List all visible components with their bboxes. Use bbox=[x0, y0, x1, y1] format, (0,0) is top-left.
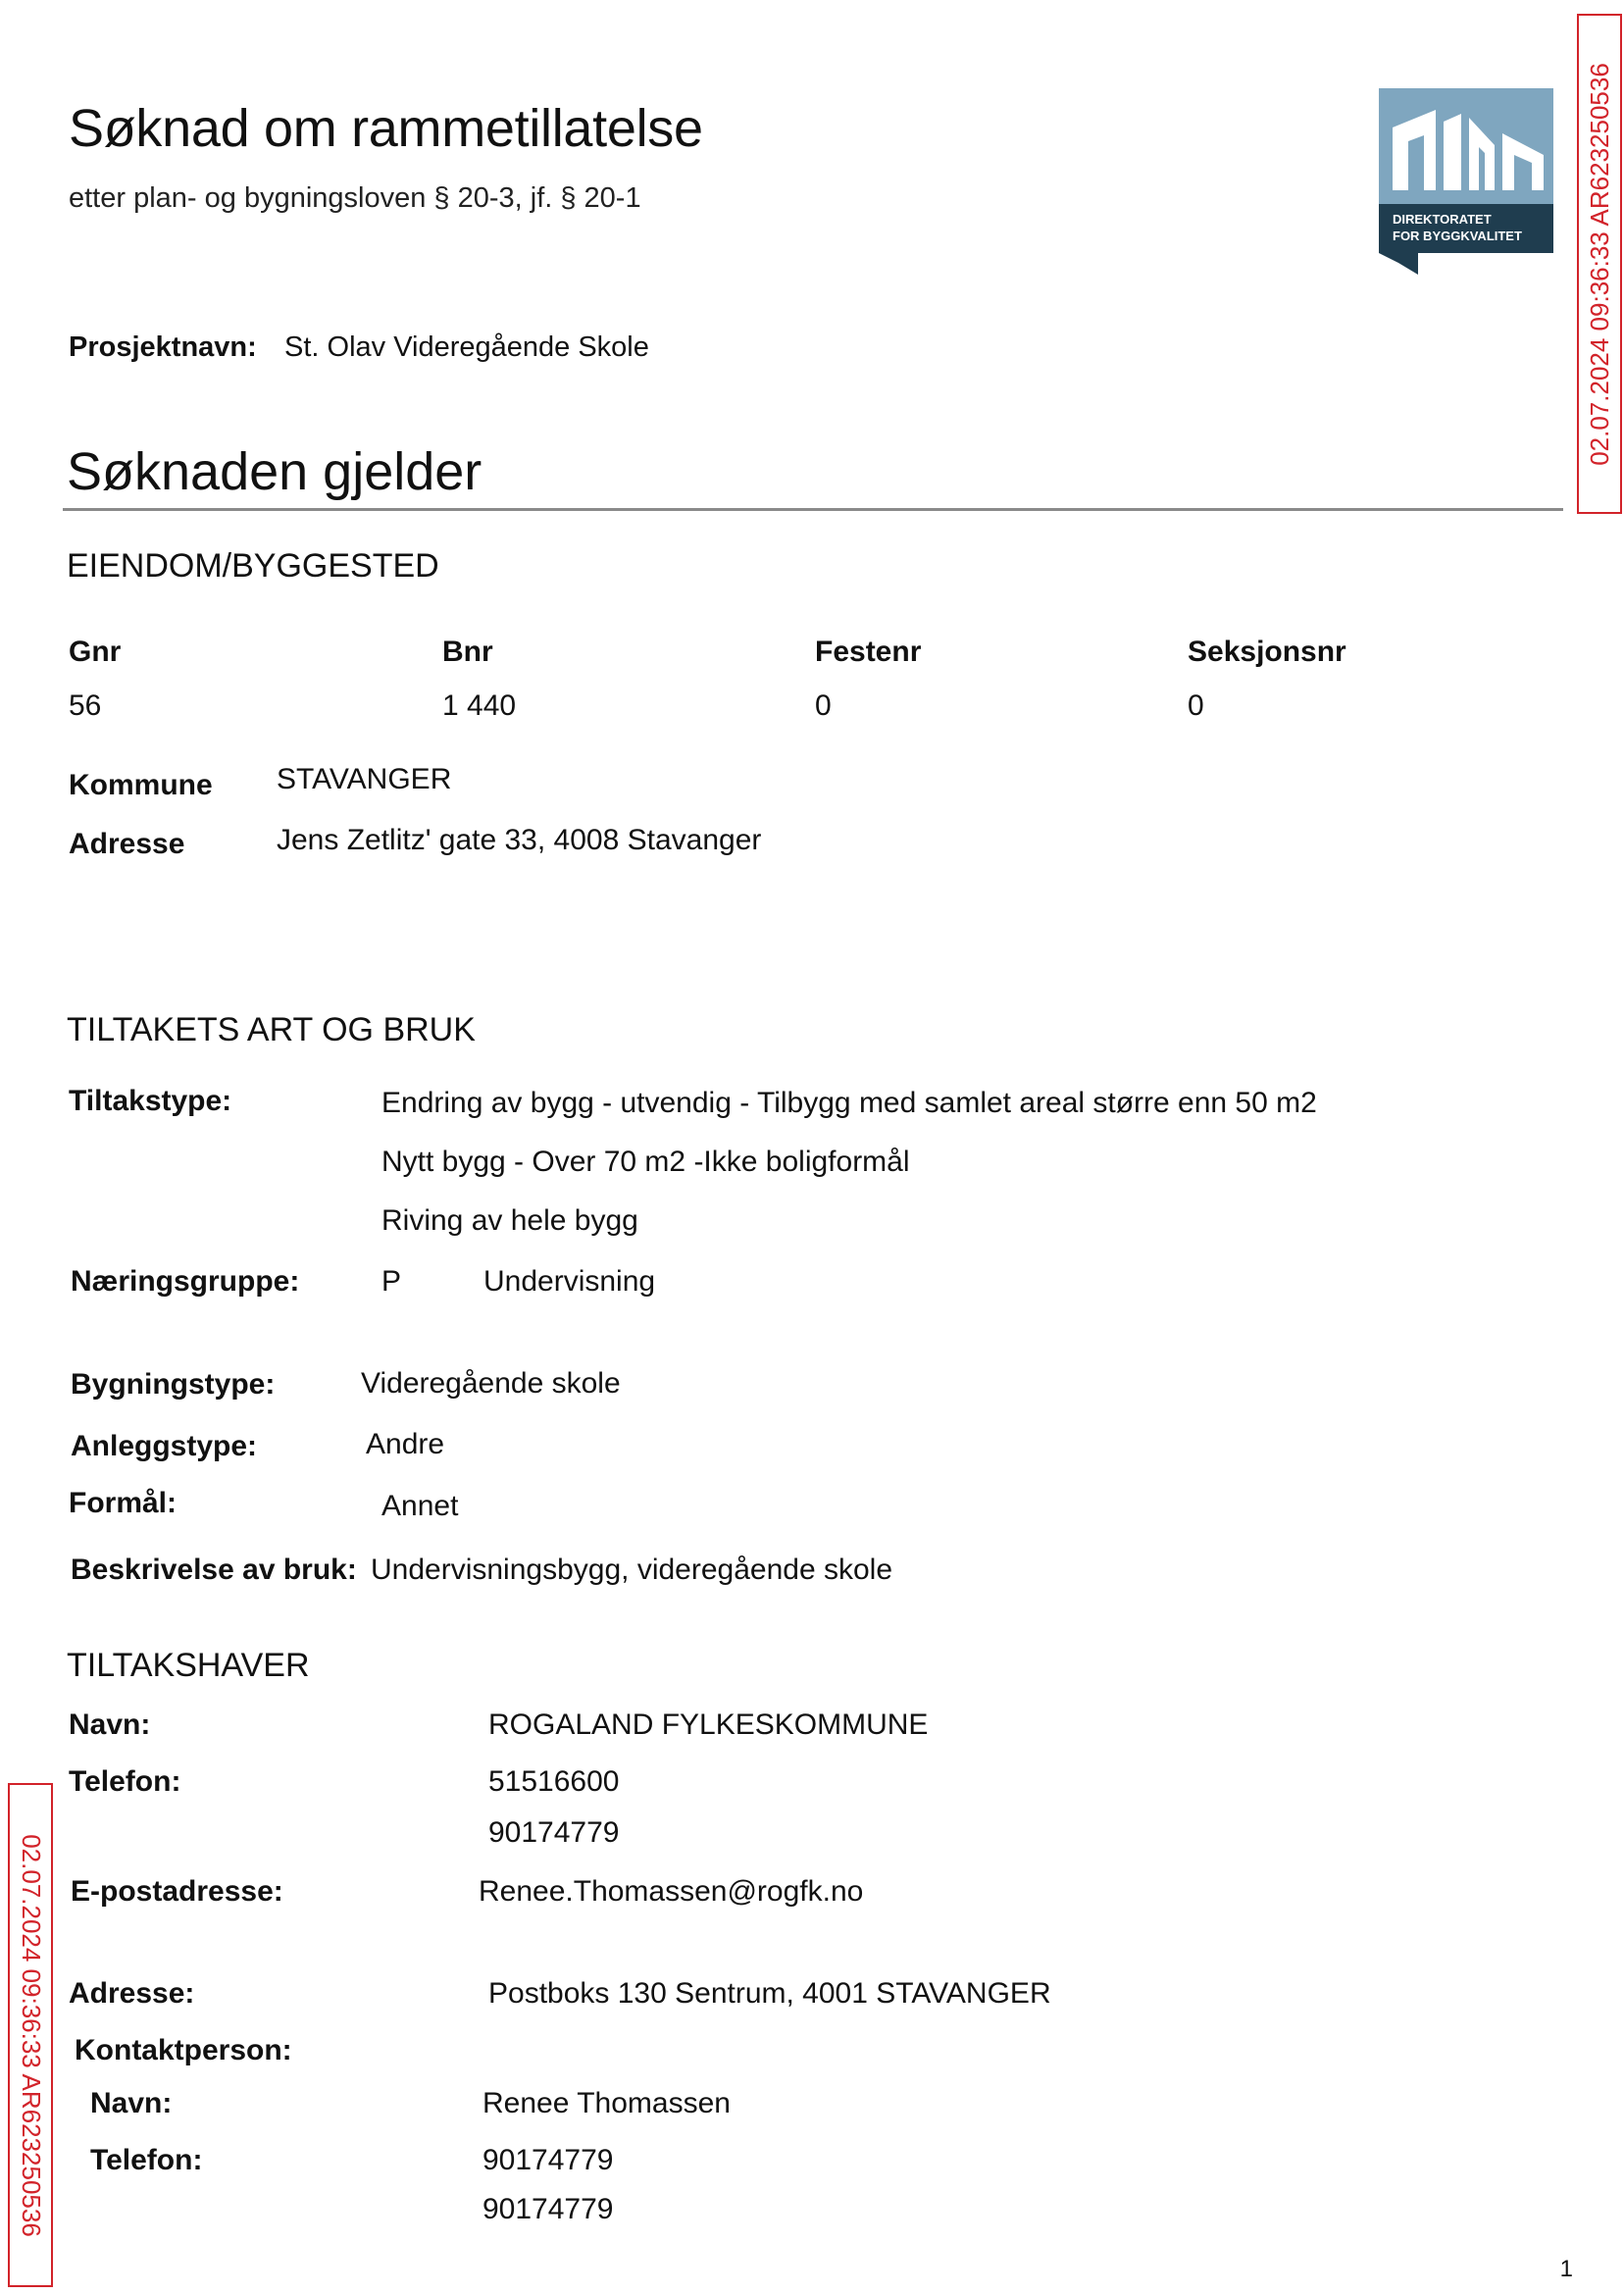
bygningstype-label: Bygningstype: bbox=[71, 1368, 276, 1401]
logo-text-2: FOR BYGGKVALITET bbox=[1393, 229, 1522, 243]
naeringsgruppe-label: Næringsgruppe: bbox=[71, 1265, 300, 1298]
document-subtitle: etter plan- og bygningsloven § 20-3, jf. § 20-1 bbox=[69, 182, 641, 214]
stamp-text: 02.07.2024 09:36:33 AR623250536 bbox=[16, 1833, 46, 2237]
tiltakstype-item: Nytt bygg - Over 70 m2 -Ikke boligformål bbox=[381, 1146, 910, 1178]
col-gnr-label: Gnr bbox=[69, 636, 122, 668]
col-bnr-label: Bnr bbox=[442, 636, 493, 668]
tiltakshaver-navn-label: Navn: bbox=[69, 1708, 151, 1741]
project-label: Prosjektnavn: bbox=[69, 331, 257, 363]
tiltakstype-item: Riving av hele bygg bbox=[381, 1204, 638, 1237]
festenr-value: 0 bbox=[815, 689, 832, 722]
tiltak-heading: TILTAKETS ART OG BRUK bbox=[67, 1011, 476, 1048]
tiltakshaver-adresse-value: Postboks 130 Sentrum, 4001 STAVANGER bbox=[488, 1977, 1051, 2010]
tiltakshaver-navn-value: ROGALAND FYLKESKOMMUNE bbox=[488, 1708, 929, 1741]
kontakt-telefon-value: 90174779 bbox=[482, 2144, 614, 2176]
logo-text-1: DIREKTORATET bbox=[1393, 212, 1492, 227]
tiltakstype-label: Tiltakstype: bbox=[69, 1085, 232, 1117]
kontakt-navn-value: Renee Thomassen bbox=[482, 2087, 731, 2119]
anleggstype-label: Anleggstype: bbox=[71, 1430, 258, 1462]
naeringsgruppe-code: P bbox=[381, 1265, 402, 1298]
gnr-value: 56 bbox=[69, 689, 102, 722]
stamp-text: 02.07.2024 09:36:33 AR623250536 bbox=[1584, 62, 1614, 466]
kontakt-navn-label: Navn: bbox=[90, 2087, 173, 2119]
seksjonsnr-value: 0 bbox=[1188, 689, 1204, 722]
epost-value: Renee.Thomassen@rogfk.no bbox=[479, 1875, 864, 1908]
tiltakshaver-telefon-value: 51516600 bbox=[488, 1765, 620, 1798]
tiltakshaver-adresse-label: Adresse: bbox=[69, 1977, 195, 2010]
dibk-logo-graphic bbox=[1379, 88, 1553, 275]
naeringsgruppe-value: Undervisning bbox=[483, 1265, 656, 1298]
formal-value: Annet bbox=[381, 1490, 459, 1522]
section-divider bbox=[63, 508, 1563, 511]
adresse-label: Adresse bbox=[69, 828, 185, 860]
adresse-value: Jens Zetlitz' gate 33, 4008 Stavanger bbox=[277, 824, 762, 856]
tiltakshaver-heading: TILTAKSHAVER bbox=[67, 1647, 310, 1684]
anleggstype-value: Andre bbox=[366, 1428, 445, 1460]
kommune-label: Kommune bbox=[69, 769, 213, 801]
received-stamp-bottom bbox=[8, 1783, 53, 2287]
epost-label: E-postadresse: bbox=[71, 1875, 283, 1908]
tiltakshaver-telefon-value: 90174779 bbox=[488, 1816, 620, 1849]
kontakt-telefon-label: Telefon: bbox=[90, 2144, 203, 2176]
kommune-value: STAVANGER bbox=[277, 763, 452, 795]
eiendom-heading: EIENDOM/BYGGESTED bbox=[67, 547, 439, 585]
formal-label: Formål: bbox=[69, 1487, 178, 1519]
bygningstype-value: Videregående skole bbox=[361, 1367, 621, 1400]
kontaktperson-label: Kontaktperson: bbox=[75, 2034, 292, 2066]
beskrivelse-label: Beskrivelse av bruk: bbox=[71, 1554, 357, 1586]
tiltakstype-item: Endring av bygg - utvendig - Tilbygg med samlet areal større enn 50 m2 bbox=[381, 1087, 1317, 1119]
col-festenr-label: Festenr bbox=[815, 636, 922, 668]
project-value: St. Olav Videregående Skole bbox=[284, 331, 649, 363]
received-stamp-top bbox=[1577, 14, 1622, 514]
document-title: Søknad om rammetillatelse bbox=[69, 99, 703, 158]
beskrivelse-value: Undervisningsbygg, videregående skole bbox=[371, 1554, 893, 1586]
col-seksjonsnr-label: Seksjonsnr bbox=[1188, 636, 1346, 668]
bnr-value: 1 440 bbox=[442, 689, 517, 722]
page-number: 1 bbox=[1559, 2256, 1573, 2282]
section-title: Søknaden gjelder bbox=[67, 442, 482, 501]
dibk-logo bbox=[1379, 88, 1553, 275]
kontakt-telefon-value: 90174779 bbox=[482, 2193, 614, 2225]
tiltakshaver-telefon-label: Telefon: bbox=[69, 1765, 181, 1798]
